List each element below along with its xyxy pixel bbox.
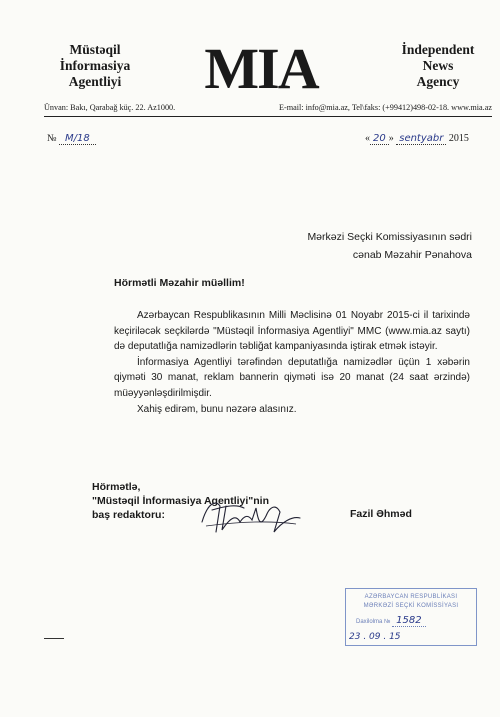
addressee-title: Mərkəzi Seçki Komissiyasının sədri — [307, 231, 472, 243]
agency-name-line: News — [422, 58, 454, 73]
signatory-name: Fazil Əhməd — [350, 508, 412, 520]
body-paragraph: İnformasiya Agentliyi tərəfindən deputatlığa namizədlər üçün 1 xəbərin qiyməti 30 manat, reklam bannerin qiyməti isə 20 manat (24 saat ərzində) müəyyənləşdirilmişdir. — [114, 356, 470, 399]
closing-organization: "Müstəqil İnformasiya Agentliyi"nin — [92, 495, 270, 507]
reference-line — [47, 133, 500, 144]
date-month: sentyabr — [396, 133, 446, 145]
agency-name-line: İnformasiya — [59, 58, 131, 73]
svg-text:MIA: MIA — [204, 40, 318, 96]
letter-body — [114, 308, 470, 417]
handwritten-signature — [196, 492, 306, 538]
agency-name-azerbaijani — [35, 42, 155, 90]
agency-name-line: Agentliyi — [68, 74, 122, 89]
stamp-registration: Daxilolma № 1582 — [356, 615, 426, 626]
closing-position: baş redaktoru: — [92, 509, 165, 521]
stamp-registration-number: 1582 — [392, 615, 425, 627]
agency-name-line: İndependent — [401, 42, 475, 57]
closing-regards: Hörmətlə, — [92, 481, 141, 493]
date-day: 20 — [370, 133, 389, 145]
header-divider — [44, 116, 492, 117]
agency-name-line: Agency — [416, 74, 460, 89]
stamp-line: MƏRKƏZİ SEÇKİ KOMİSSİYASI — [363, 603, 459, 609]
body-paragraph: Azərbaycan Respublikasının Milli Məclisinə 01 Noyabr 2015-ci il tarixində keçiriləcək seçkilərdə "Müstəqil İnformasiya Agentliyi" MMC (www.mia.az saytı) də deputatlığa namizədlərin təbliğat kampaniyasında iştirak etmək istəyir. — [114, 310, 470, 353]
reference-date: « 20 » sentyabr 2015 — [365, 133, 469, 144]
agency-name-english — [388, 42, 488, 90]
email-phone-text: E-mail: info@mia.az, Tel\faks: (+99412)498-02-18. www.mia.az — [278, 103, 492, 112]
agency-name-line: Müstəqil — [69, 42, 121, 57]
reference-number: M/18 — [59, 133, 96, 145]
margin-dash — [44, 638, 64, 639]
salutation: Hörmətli Məzahir müəllim! — [114, 277, 245, 289]
registration-stamp — [345, 588, 477, 646]
address-text: Ünvan: Bakı, Qarabağ küç. 22. Az1000. — [44, 103, 176, 112]
number-prefix: № — [47, 133, 57, 144]
date-year: 2015 — [448, 133, 469, 144]
stamp-date: 23 . 09 . 15 — [349, 632, 401, 642]
mia-logo — [196, 40, 326, 96]
addressee-block — [200, 228, 472, 264]
stamp-line: AZƏRBAYCAN RESPUBLİKASI — [364, 594, 458, 600]
addressee-name: cənab Məzahir Pənahova — [352, 249, 472, 261]
body-paragraph: Xahiş edirəm, bunu nəzərə alasınız. — [137, 403, 297, 415]
